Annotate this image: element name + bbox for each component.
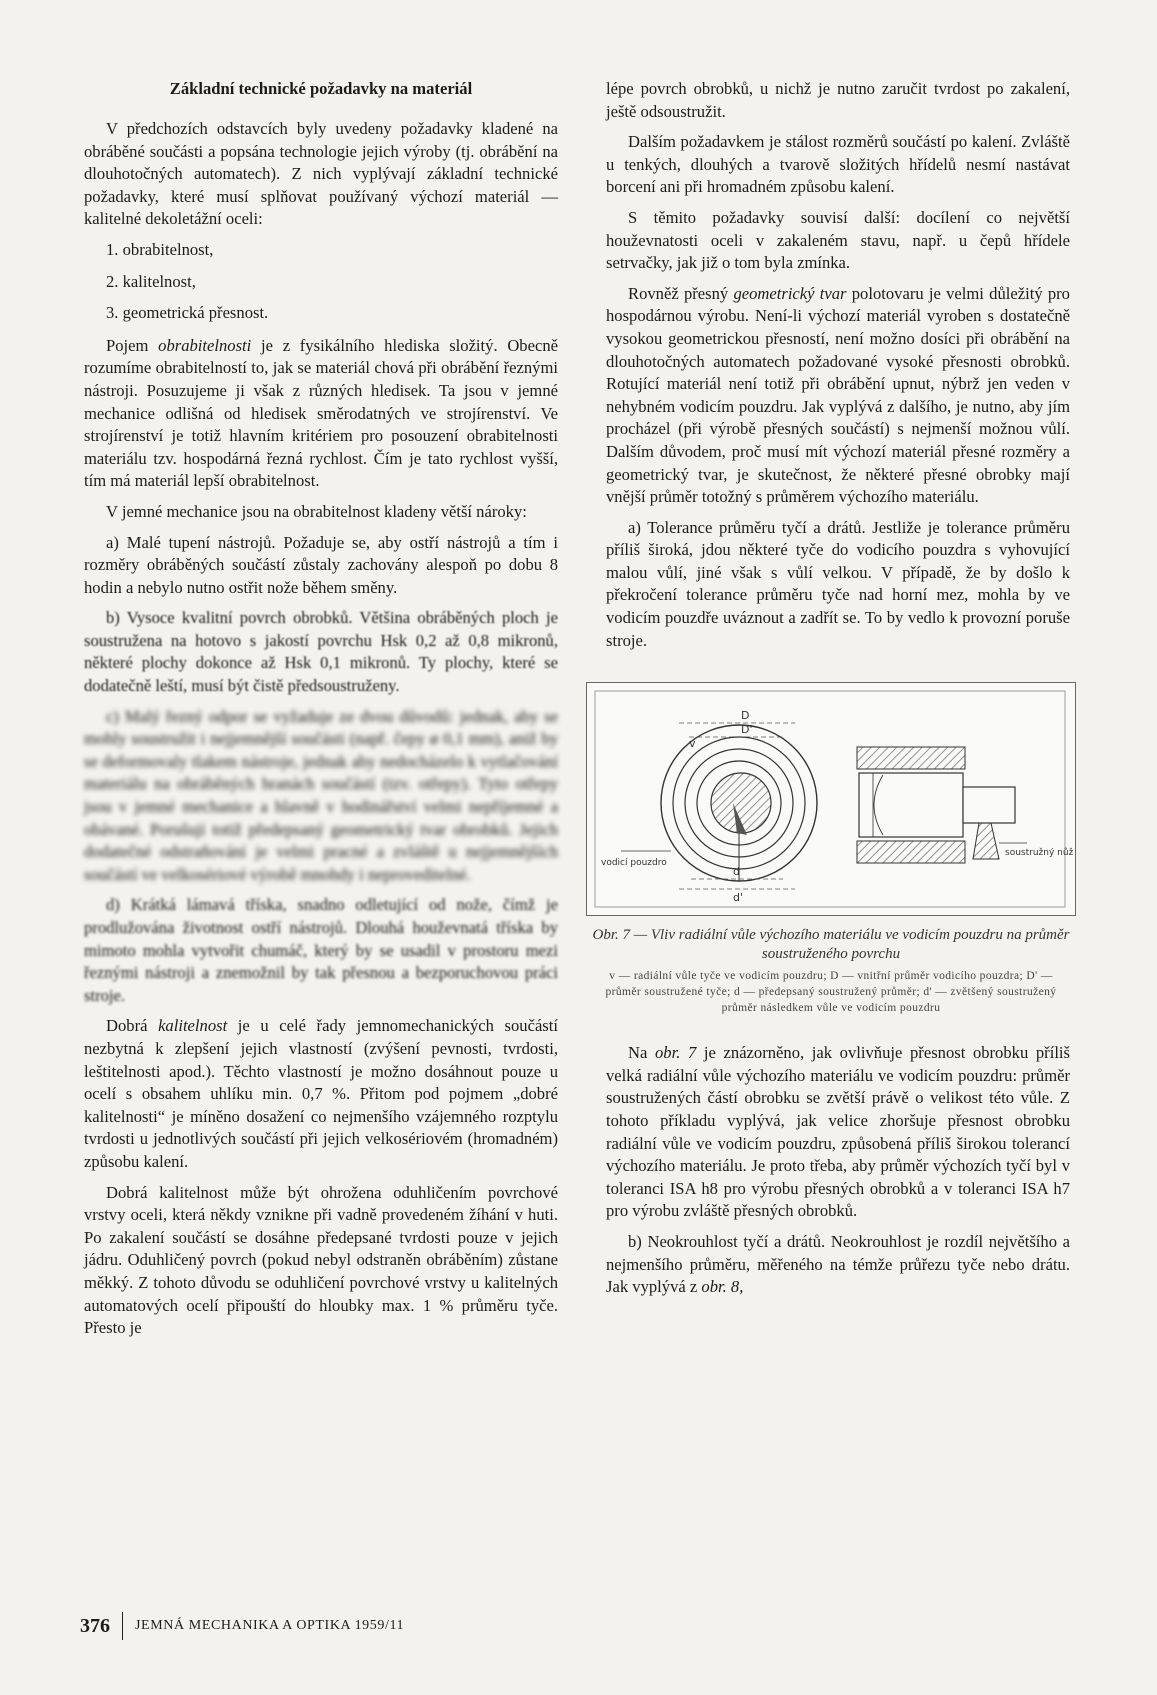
list-item: 1. obrabitelnost, <box>106 239 214 259</box>
figure-7 <box>586 682 1076 916</box>
paragraph-tolerance: a) Tolerance průměru tyčí a drátů. Jestliže je tolerance průměru příliš široká, jdou některé tyče do vodicího pouzdra s vyhovující malou vůlí, jiné však s vůlí velkou. V případě, že by došlo k překročení tolerance průměru tyče nad horní mez, mohla by ve vodicím pouzdře uváznout a zadřít se. To by vedlo k provozní poruše stroje. <box>606 517 1070 650</box>
paragraph-decarburization: Dobrá kalitelnost může být ohrožena oduhličením povrchové vrstvy oceli, která někdy vznikne při vadně provedeném žíhání v huti. Po zakalení součástí se dosáhne předepsané tvrdosti pouze v jejich jádru. Oduhličený povrch (pokud nebyl odstraněn obráběním) zůstane měkký. Z tohoto důvodu se oduhličení povrchové vrstvy u kalitelných automatových ocelí připouští do hloubky max. 1 % průměru tyče. Přesto je <box>84 1182 558 1338</box>
paragraph-figure-discussion: Na obr. 7 je znázorněno, jak ovlivňuje přesnost obrobku příliš velká radiální vůle výchozího materiálu ve vodicím pouzdru: průměr soustružených částí obrobku se zvětší právě o velikost této vůle. Z tohoto příkladu vyplývá, jak velice zhoršuje přesnost obrobku radiální vůle ve vodicím pouzdru, způsobená příliš širokou tolerancí výchozího materiálu. Je proto třeba, aby průměr výchozích tyčí byl v toleranci ISA h8 pro výrobu přesných obrobků a v toleranci ISA h7 pro výrobu zvláště přesných obrobků. <box>606 1043 1070 1221</box>
paragraph-roundness: b) Neokrouhlost tyčí a drátů. Neokrouhlost je rozdíl největšího a nejmenšího průměru, měřeného na témže průřezu tyče nebo drátu. Jak vyplývá z obr. 8, <box>606 1232 1070 1297</box>
paragraph-machinability: Pojem obrabitelnosti je z fysikálního hlediska složitý. Obecně rozumíme obrabitelností to, jak se materiál chová při obrábění řeznými nástroji. Posuzujeme ji však z různých hledisek. Ta jsou v jemné mechanice odlišná od hledisek směrodatných ve strojírenství. Ve strojírenství je totiž hlavním kritériem pro posouzení obrabitelnosti materiálu tzv. hospodárná řezná rychlost. Čím je tato rychlost vyšší, tím má materiál lepší obrabitelnost. <box>84 335 558 491</box>
section-heading: Základní technické požadavky na materiál <box>169 79 473 98</box>
emphasis: kalitelnost <box>158 1016 228 1036</box>
paragraph-dimension-stability: Dalším požadavkem je stálost rozměrů součástí po kalení. Zvláště u tenkých, dlouhých a tvarově složitých hřídelů nesmí nastávat borcení ani při hromadném způsobu kalení. <box>606 132 1070 197</box>
footer-divider <box>122 1612 123 1640</box>
bush-top <box>857 747 965 769</box>
paragraph-surface-quality: b) Vysoce kvalitní povrch obrobků. Většina obráběných ploch je soustružena na hotovo s jakostí povrchu Hsk 0,2 až 0,8 mikronů, některé plochy dokonce až Hsk 0,1 mikronů. Ty plochy, které se dodatečně leští, musí být čistě předsoustruženy. <box>84 608 558 696</box>
paragraph-fine-mechanics: V jemné mechanice jsou na obrabitelnost kladeny větší nároky: <box>106 501 527 521</box>
bush-bottom <box>857 841 965 863</box>
paragraph-chip: d) Krátká lámavá tříska, snadno odletující od nože, čímž je prodlužována životnost ostří nástrojů. Dlouhá houževnatá tříska by mimoto mohla vytvořit chumáč, který by se usadil v prostoru mezi řeznými nástroji a znemožnil by tak přesnou a bezporuchovou práci stroje. <box>84 895 558 1005</box>
label-tool: soustružný nůž <box>1005 848 1074 859</box>
list-item: 2. kalitelnost, <box>106 271 196 291</box>
page-footer <box>80 1612 404 1640</box>
paragraph-hardenability: Dobrá kalitelnost je u celé řady jemnomechanických součástí nezbytná k zlepšení jejich vlastností (zvýšení pevnosti, tvrdosti, leštitelnosti apod.). Těchto vlastností je možno dosáhnout pouze u ocelí s obsahem uhlíku min. 0,7 %. Přitom pod pojmem „dobré kalitelnosti“ je míněno dosažení co nejmenšího vzájemného rozptylu tvrdosti u jednotlivých součástí při jejich velkosériovém (hromadném) způsobu kalení. <box>84 1016 558 1171</box>
paragraph-toughness: S těmito požadavky souvisí další: docílení co největší houževnatosti oceli v zakaleném stavu, např. u čepů hřídele setrvačky, jak již o tom byla zmínka. <box>606 207 1070 273</box>
paragraph-tool-wear: a) Malé tupení nástrojů. Požaduje se, aby ostří nástrojů a tím i rozměry obráběných součástí zůstaly zachovány alespoň po dobu 8 hodin a nebylo nutno ostřit nože během směny. <box>84 532 558 597</box>
figure-legend: v — radiální vůle tyče ve vodicím pouzdru; D — vnitřní průměr vodicího pouzdra; D' — průměr soustružené tyče; d — předepsaný soustružený průměr; d' — zvětšený soustružený průměr následkem vůle ve vodicím pouzdru <box>605 970 1057 1015</box>
figure-drawing <box>587 683 1075 915</box>
bar-body <box>859 773 963 837</box>
label-v: v <box>689 737 696 751</box>
emphasis: obr. 7 <box>654 1043 697 1063</box>
label-d: d <box>733 865 740 879</box>
turned-pin <box>963 787 1015 823</box>
requirements-list <box>84 239 558 325</box>
label-bush: vodicí pouzdro <box>601 858 667 869</box>
paragraph-continued: lépe povrch obrobků, u nichž je nutno zaručit tvrdost po zakalení, ještě odsoustružit. <box>606 79 1070 121</box>
paragraph-cutting-resistance: c) Malý řezný odpor se vyžaduje ze dvou důvodů: jednak, aby se mohly soustružit i nejjemnější součásti (např. čepy ø 0,1 mm), aniž by se deformovaly tlakem nástroje, jednak aby nedocházelo k vytlačování materiálu na obráběných hranách součástí (tzv. otřepy). Tyto otřepy jsou v jemné mechanice a hlavně v hodinářství velmi nepříjemné a obávané. Porušují totiž předepsaný geometrický tvar obrobků. Jejich dodatečné odstraňování je velmi pracné a zvláště u nejjemnějších součástí ve velkosériové výrobě mnohdy i neproveditelné. <box>84 706 558 884</box>
label-D: D <box>741 709 750 723</box>
cutting-tool <box>973 823 999 859</box>
paragraph-geometric-shape: Rovněž přesný geometrický tvar polotovaru je velmi důležitý pro hospodárnou výrobu. Není-li výchozí materiál vyroben s dostatečně vysokou geometrickou přesností, není možno dosíci při obrábění na dlouhotočných automatech požadované vysoké přesnosti obrobků. Rotující materiál není totiž při obrábění upnut, nýbrž jen veden v nehybném vodicím pouzdru. Jak vyplývá z dalšího, je nutno, aby jím procházel (při výrobě přesných součástí) s nejmenší možnou vůlí. Dalším důvodem, proč musí mít výchozí materiál přesné rozměry a geometrický tvar, je skutečnost, že některé přesné obrobky mají vnější průměr totožný s průměrem výchozího materiálu. <box>606 283 1070 507</box>
figure-caption: Obr. 7 — Vliv radiální vůle výchozího materiálu ve vodicím pouzdru na průměr soustruženého povrchu <box>592 927 1070 963</box>
list-item: 3. geometrická přesnost. <box>106 303 269 323</box>
right-column <box>592 78 1074 1307</box>
label-dprime: d' <box>733 891 744 905</box>
emphasis: obr. 8, <box>701 1277 744 1297</box>
label-Dprime: D' <box>741 723 753 737</box>
page-number: 376 <box>80 1614 110 1637</box>
paragraph-intro: V předchozích odstavcích byly uvedeny požadavky kladené na obráběné součásti a popsána technologie jejich výroby (tj. obrábění na dlouhotočných automatech). Z nich vyplývají základní technické požadavky, které musí splňovat používaný výchozí materiál — kalitelné dekoletážní oceli: <box>84 119 558 229</box>
emphasis: geometrický tvar <box>733 283 847 303</box>
journal-name: JEMNÁ MECHANIKA A OPTIKA 1959/11 <box>135 1618 405 1633</box>
emphasis: obrabitelnosti <box>158 335 252 355</box>
left-column <box>84 78 558 1348</box>
